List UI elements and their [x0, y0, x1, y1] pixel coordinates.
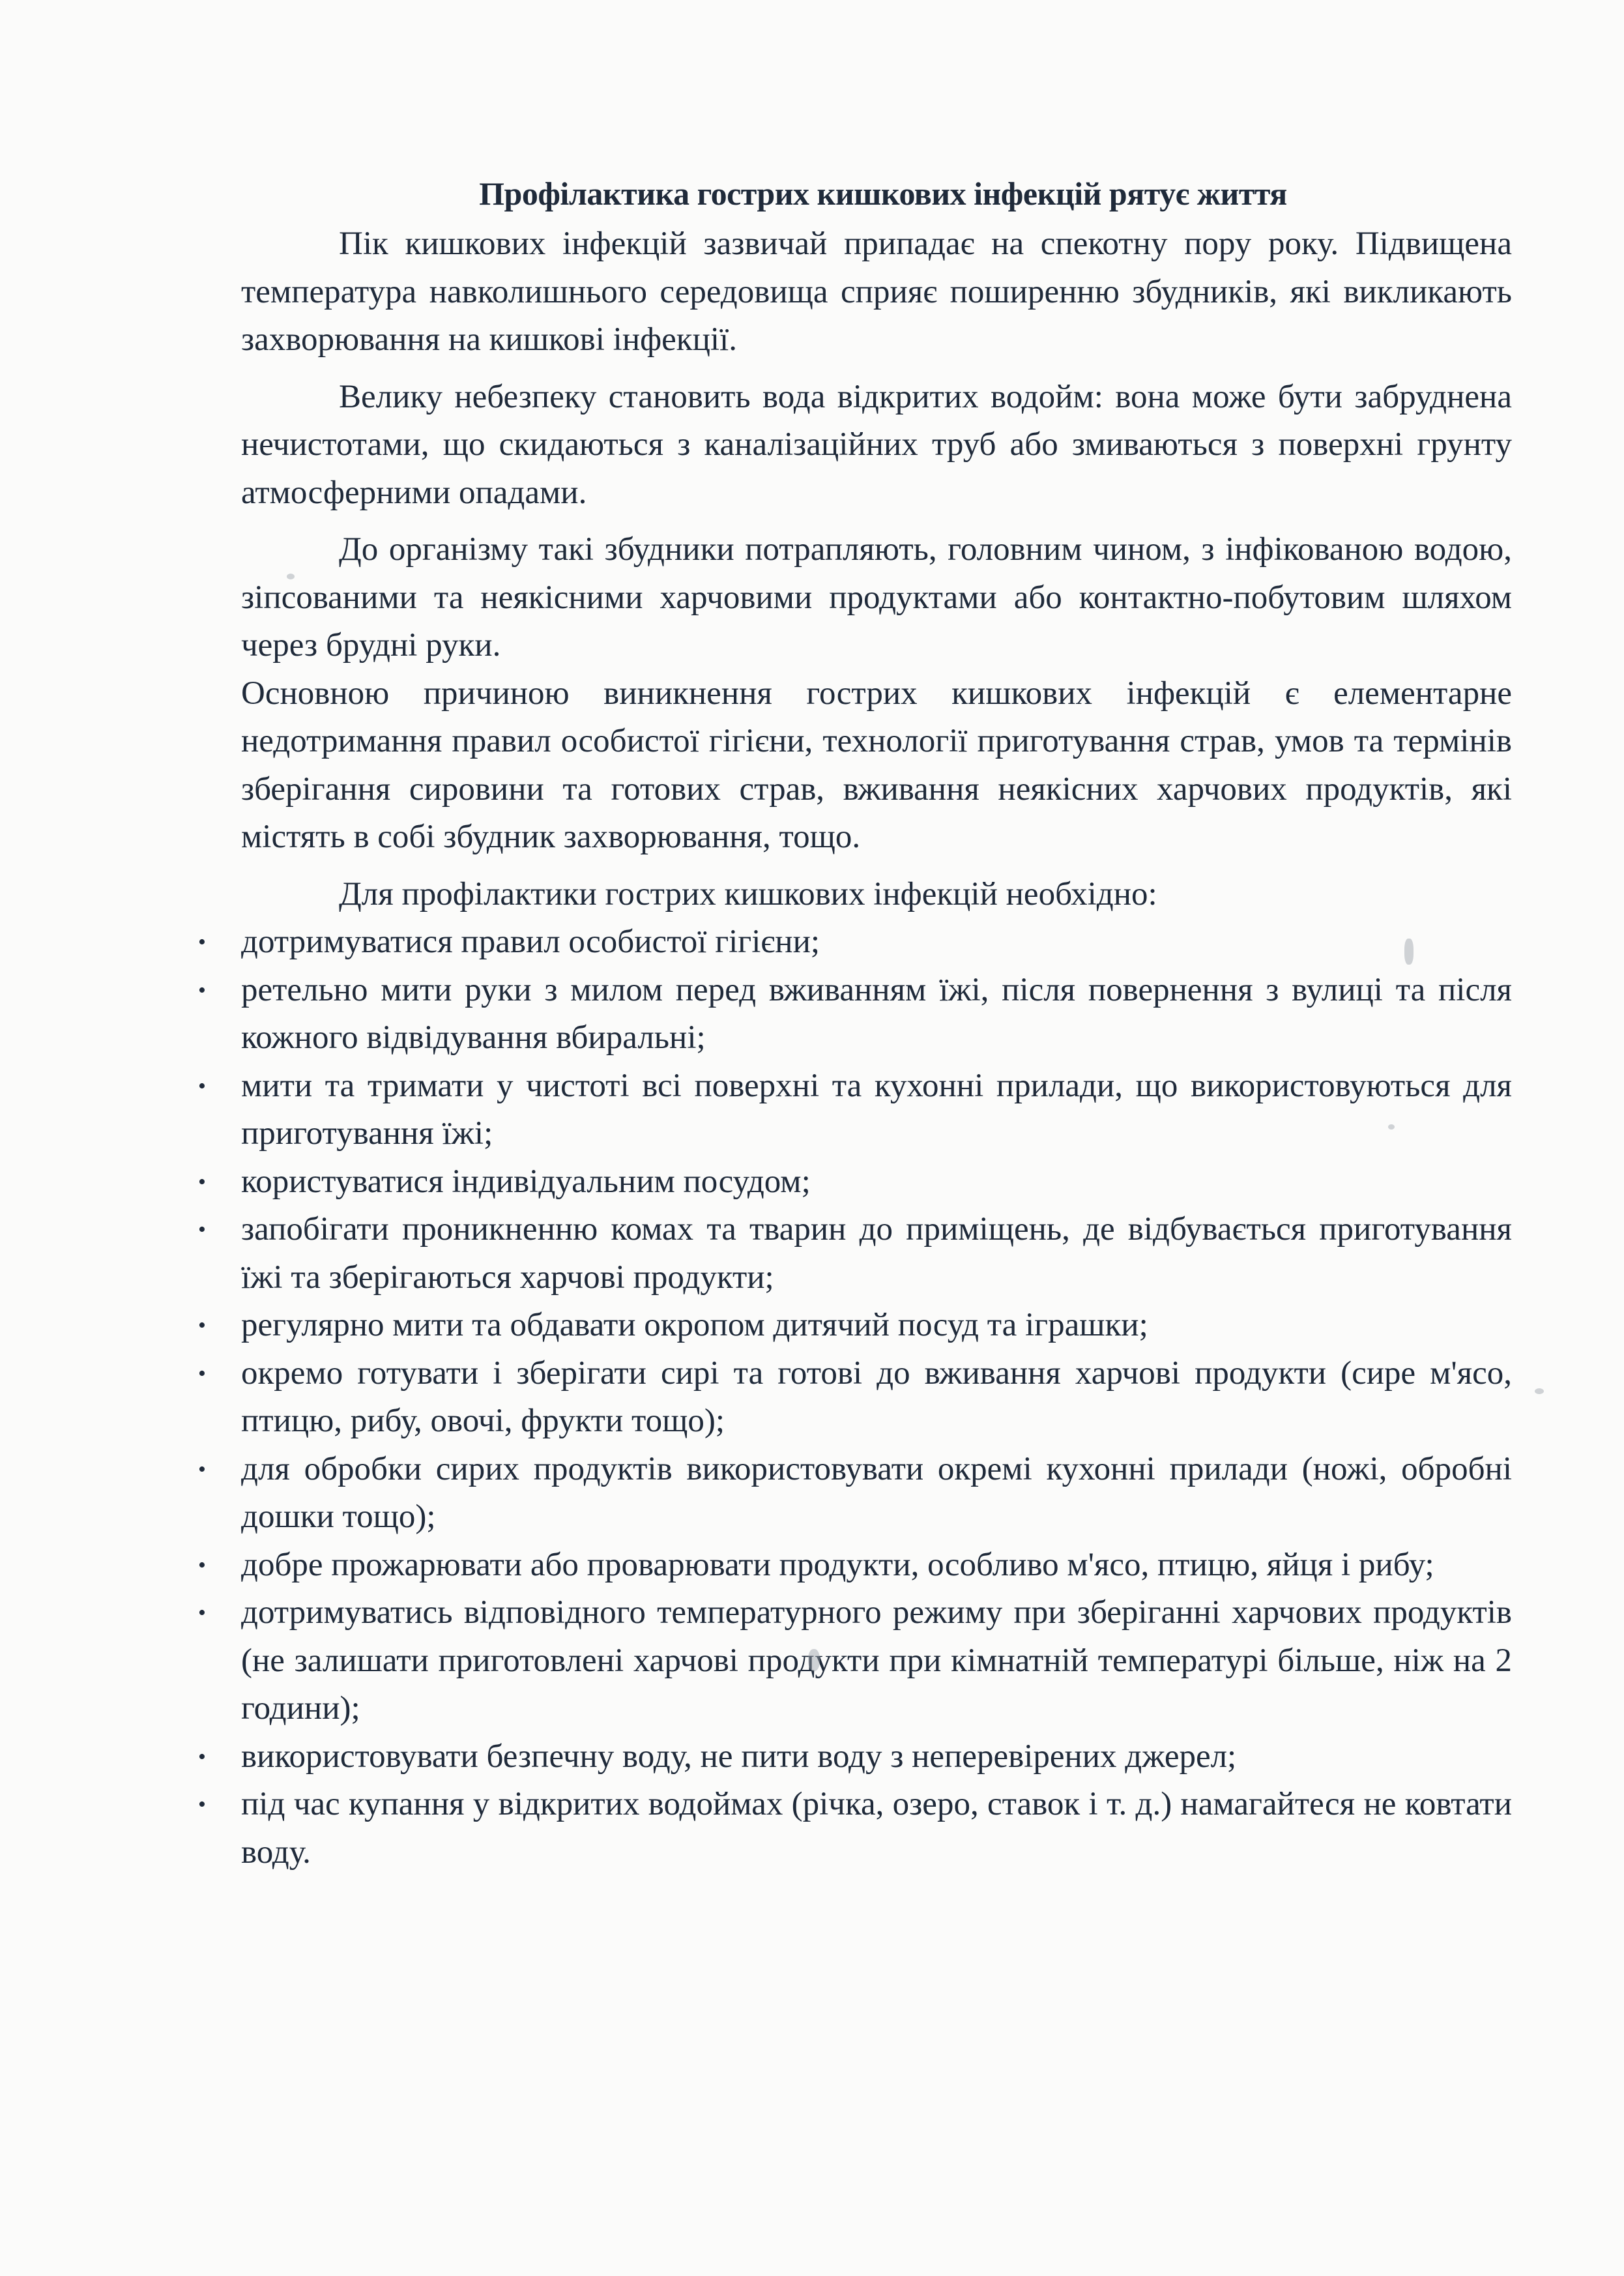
document-title: Профілактика гострих кишкових інфекцій рятує життя	[479, 175, 1287, 212]
list-item	[198, 1589, 1512, 1733]
list-item	[198, 1733, 1512, 1781]
list-item-text: ретельно мити руки з милом перед вживанням їжі, після повернення з вулиці та після кожного відвідування вбиральні;	[241, 971, 1512, 1056]
bullet-icon: •	[198, 1313, 206, 1337]
bullet-icon: •	[198, 930, 206, 954]
list-item-text: добре прожарювати або проварювати продукти, особливо м'ясо, птицю, яйця і рибу;	[241, 1546, 1434, 1583]
list-item-text: мити та тримати у чистоті всі поверхні та кухонні прилади, що використовуються для приготування їжі;	[241, 1067, 1512, 1152]
bullet-icon: •	[198, 978, 206, 1002]
list-item-text: користуватися індивідуальним посудом;	[241, 1163, 811, 1200]
scan-speck	[1388, 1124, 1395, 1130]
list-item-text: запобігати проникненню комах та тварин до приміщень, де відбувається приготування їжі та зберігаються харчові продукти;	[241, 1211, 1512, 1296]
list-item-text: окремо готувати і зберігати сирі та готові до вживання харчові продукти (сире м'ясо, птицю, рибу, овочі, фрукти тощо);	[241, 1354, 1512, 1439]
bullet-icon: •	[198, 1218, 206, 1242]
list-item	[198, 1541, 1512, 1590]
list-item	[198, 1302, 1512, 1350]
bullet-icon: •	[198, 1553, 206, 1577]
scan-speck	[1404, 939, 1414, 965]
list-item	[198, 967, 1512, 1062]
water-danger-paragraph: Велику небезпеку становить вода відкритих водойм: вона може бути забруднена нечистотами, що скидаються з каналізаційних труб або змиваються з поверхні грунту атмосферними опадами.	[241, 378, 1512, 511]
list-item	[198, 1350, 1512, 1446]
list-item	[198, 1158, 1512, 1206]
bullet-icon: •	[198, 1792, 206, 1816]
list-item	[198, 1062, 1512, 1158]
prevention-lead-paragraph: Для профілактики гострих кишкових інфекцій необхідно:	[339, 875, 1157, 912]
list-item-text: регулярно мити та обдавати окропом дитячий посуд та іграшки;	[241, 1307, 1148, 1343]
bullet-icon: •	[198, 1361, 206, 1386]
scan-speck	[808, 1649, 820, 1671]
list-item-text: під час купання у відкритих водоймах (річка, озеро, ставок і т. д.) намагайтеся не ковтати воду.	[241, 1786, 1512, 1871]
list-item-text: дотримуватись відповідного температурного режиму при зберіганні харчових продуктів (не залишати приготовлені харчові продукти при кімнатній температурі більше, ніж на 2 години);	[241, 1594, 1512, 1727]
scan-speck	[1535, 1388, 1544, 1394]
list-item	[198, 1446, 1512, 1541]
list-item	[198, 1206, 1512, 1302]
bullet-icon: •	[198, 1073, 206, 1098]
bullet-icon: •	[198, 1169, 206, 1194]
scan-speck	[287, 574, 295, 579]
intro-paragraph: Пік кишкових інфекцій зазвичай припадає на спекотну пору року. Підвищена температура навколишнього середовища сприяє поширенню збудників, які викликають захворювання на кишкові інфекції.	[241, 226, 1512, 358]
causes-paragraph: Основною причиною виникнення гострих кишкових інфекцій є елементарне недотримання правил особистої гігієни, технології приготування страв, умов та термінів зберігання сировини та готових страв, вживання неякісних харчових продуктів, які містять в собі збудник захворювання, тощо.	[241, 675, 1512, 855]
transmission-paragraph: До організму такі збудники потрапляють, головним чином, з інфікованою водою, зіпсованими та неякісними харчовими продуктами або контактно-побутовим шляхом через брудні руки.	[241, 531, 1512, 664]
list-item-text: для обробки сирих продуктів використовувати окремі кухонні прилади (ножі, обробні дошки тощо);	[241, 1450, 1512, 1535]
bullet-icon: •	[198, 1457, 206, 1481]
list-item-text: використовувати безпечну воду, не пити воду з неперевірених джерел;	[241, 1738, 1237, 1775]
list-item	[198, 1781, 1512, 1876]
list-item	[198, 918, 1512, 967]
document-page	[198, 171, 1512, 1876]
prevention-list	[198, 918, 1512, 1876]
bullet-icon: •	[198, 1744, 206, 1769]
list-item-text: дотримуватися правил особистої гігієни;	[241, 924, 820, 960]
bullet-icon: •	[198, 1601, 206, 1625]
